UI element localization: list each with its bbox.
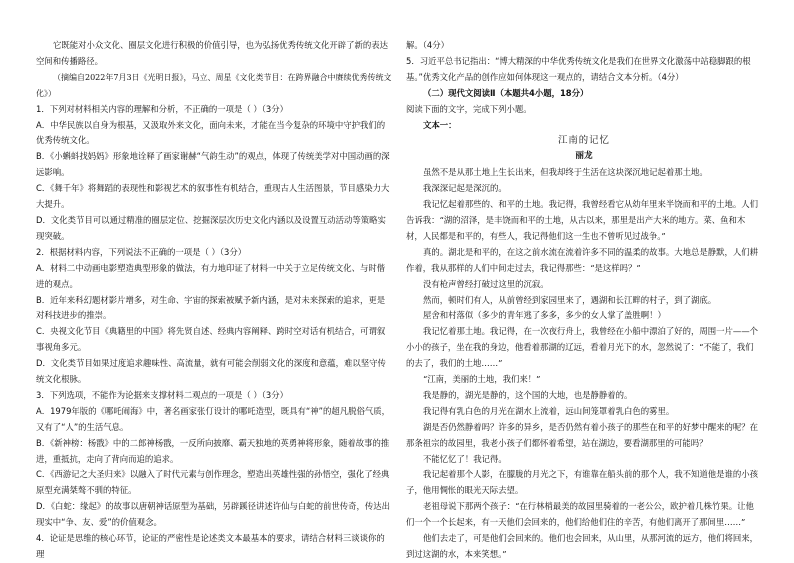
left-paragraph: C．《舞千年》将舞蹈的表现性和影视艺术的叙事性有机结合，重现古人生活图景，节目感染力大大提升。 (36, 183, 390, 210)
left-paragraph: A．中华民族以自身为根基，又汲取外来文化，面向未来，才能在当今复杂的环境中守护我们的优秀传统文化。 (36, 119, 386, 146)
right-paragraph: 不能忆忆了！我记得。 (423, 453, 507, 464)
left-paragraph: C．央视文化节目《典籍里的中国》将先贤自述、经典内容阐释、跨时空对话有机结合，可谓叙事视角多元。 (36, 326, 386, 353)
left-paragraph: （摘编自2022年7月3日《光明日报》，马立、周星《文化类节目：在跨界融合中赓续优秀传统文化》） (36, 72, 392, 98)
left-paragraph: D．文化类节目如果过度追求趣味性、高流量，就有可能会削弱文化的深度和意蕴，难以坚守传统文化根脉。 (36, 358, 386, 385)
left-paragraph: D．《白蛇：缘起》的故事以唐朝神话原型为基础，另辟蹊径讲述许仙与白蛇的前世传奇，传达出现实中“争、友、爱”的价值观念。 (36, 501, 391, 528)
right-paragraph: 文本一： (423, 119, 457, 130)
right-paragraph: 阅读下面的文字，完成下列小题。 (406, 103, 532, 114)
left-paragraph: 4．论证是思维的核心环节，论证的严密性是论述类文本最基本的要求，请结合材料三谈谈你的理 (36, 533, 385, 559)
right-paragraph: 我深深记起是深沉的。 (423, 183, 507, 194)
right-paragraph: 解。（4分） (406, 40, 450, 50)
right-paragraph: 虽然不是从那土地上生长出来，但我却终于生活在这块深沉地记起着那土地。 (423, 167, 708, 178)
left-paragraph: 1．下列对材料相关内容的理解和分析，不正确的一项是（ ）（3分） (36, 103, 288, 114)
right-paragraph: 屋舍和村落似（多少的青年逃了多多，多少的女人掌了盖胜啊！） (423, 310, 666, 321)
right-paragraph: 湖是否仍然静着吗？许多的异乡，是否仍然有着小孩子的那些在和平的好梦中醒来的呢？在那条祖宗的故园里，我老小孩子们都怀着希望，站在湖边，要看湖那里的可能吗？ (406, 421, 758, 448)
right-paragraph: 我记忆着那土地。我记得，在一次夜行舟上，我曾经在小船中漂泊了好的，周围一片——个小小的孩子，坐在我的身边，他看着那湖的辽远，看着月光下的水，忽然说了：“不能了，我们的去了，我们的土地……” (406, 326, 758, 369)
left-paragraph: B．《新神榜：杨戬》中的二郎神杨戬，一反所向披靡、霸天独地的英勇神将形象，随着故事的推进，重抵抗，走向了背向而追的追求。 (36, 437, 390, 464)
left-paragraph: B．《小蝌蚪找妈妈》形象地诠释了画家谢赫“气韵生动”的观点，体现了传统美学对中国动画的深远影响。 (36, 151, 390, 178)
right-paragraph: 5．习近平总书记指出：“博大精深的中华优秀传统文化是我们在世界文化激荡中站稳脚跟的根基。”优秀文化产品的创作应如何体现这一观点的，请结合文本分析。（4分） (406, 55, 751, 82)
left-paragraph: 它既能对小众文化、圈层文化进行积极的价值引导，也为弘扬优秀传统文化开辟了新的表达空间和传播路径。 (36, 40, 388, 66)
right-paragraph: 丽龙 (575, 151, 593, 162)
left-paragraph: A．1979年版的《哪吒闹海》中，著名画家张仃设计的哪吒造型，既具有“神”的超凡脱俗气质，又有了“人”的生活气息。 (36, 405, 390, 432)
right-paragraph: 我是静的，湖光是静的，这个国的大地，也是静静着的。 (423, 389, 633, 400)
left-column (36, 38, 392, 563)
right-paragraph: 江南的记忆 (558, 135, 610, 147)
right-paragraph: 我记忆起着那些的、和平的土地。我记得，我曾经看它从幼年里来半饶而和平的土地。人们告诉我：“湖的沼泽，是丰饶而和平的土地，从古以来，那里是出产大米的地方。菜、鱼和木材，人民都是和平的，有些人，我记得他们这一生也不曾听见过战争。” (406, 199, 758, 241)
right-paragraph: “江南，美丽的土地，我们来！” (423, 374, 541, 385)
right-paragraph: 真的。湖北是和平的，在这之前水流在流着许多不同的温柔的故事。大地总是静默，人们耕作着，我从那样的人们中间走过去，我记得那些：“是这样吗？” (406, 246, 758, 273)
right-paragraph: 他们去走了，可是他们会回来的。他们也会回来，从山里，从那河流的远方，他们将回来，到过这湖的水，本来笑想。” (406, 533, 758, 559)
right-paragraph: （二）现代文阅读Ⅱ（本题共4小题，18分） (423, 87, 589, 98)
right-paragraph: 没有枪声曾经打破过这里的沉寂。 (423, 278, 549, 289)
left-paragraph: C．《西游记之大圣归来》以融入了时代元素与创作理念，塑造出英雄性强的孙悟空，强化了经典原型充满桀骜不驯的特征。 (36, 469, 390, 496)
right-paragraph: 老祖母说下那两个孩子：“在行林梢最美的故园里骑着的一老公公，欧护着几株竹果。让他们一个一个长起来，有一天他们会回来的，他们给他们住的辛苦，有他们离开了那间里……” (406, 501, 754, 528)
right-paragraph: 我记起着那个人影，在朦胧的月光之下，有谁靠在船头前的那个人，我不知道他是谁的小孩子，他用惆怅的眼光天际去望。 (406, 469, 758, 496)
left-paragraph: A．材料二中动画电影塑造典型形象的做法，有力地印证了材料一中关于立足传统文化、与时偕进的观点。 (36, 262, 386, 289)
left-paragraph: 2．根据材料内容，下列说法不正确的一项是（ ）（3分） (36, 246, 247, 257)
left-paragraph: B．近年来科幻题材影片增多，对生命、宇宙的探索被赋予新内涵，是对未来探索的追求，更是对科技进步的推崇。 (36, 294, 386, 321)
left-paragraph: D．文化类节目可以通过精准的圈层定位、挖掘深层次历史文化内涵以及设置互动活动等策略实现突破。 (36, 214, 386, 241)
right-column (406, 38, 762, 563)
right-paragraph: 我记得有乳白色的月光在湖水上流着，远山间笼罩着乳白色的雾里。 (423, 405, 675, 416)
right-paragraph: 然而，顿时们有人，从前曾经到家园里来了，遇湖和长江畔的村子，到了湖底。 (423, 294, 717, 305)
left-paragraph: 3．下列选项，不能作为论据来支撑材料二观点的一项是（ ）（3分） (36, 389, 288, 400)
